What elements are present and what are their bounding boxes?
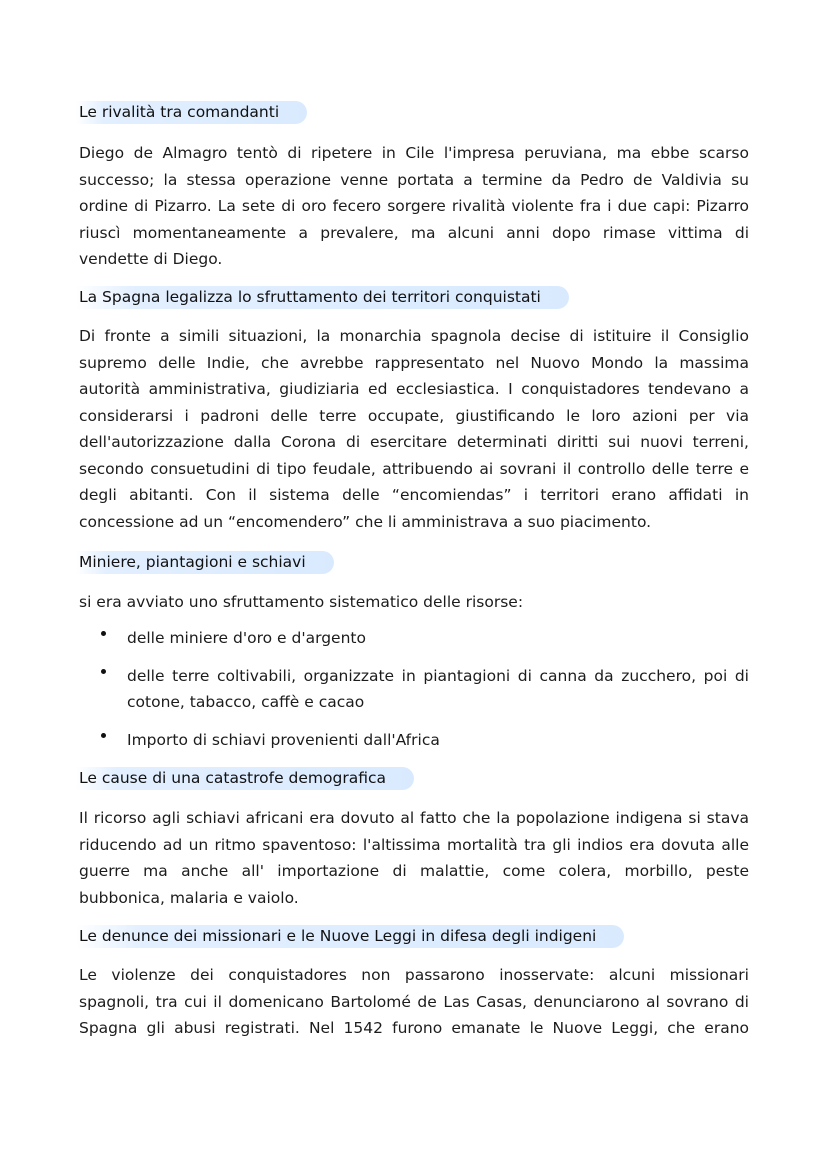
section-intro-miniere — [79, 589, 749, 616]
text-line: Importo di schiavi provenienti dall'Africa — [127, 730, 440, 749]
section-heading-denunce: Le denunce dei missionari e le Nuove Leggi in difesa degli indigeni — [76, 925, 624, 948]
section-heading-rivalita: Le rivalità tra comandanti — [76, 101, 307, 124]
text-line: autorità amministrativa, giudiziaria ed ecclesiastica. I conquistadores tendevano a — [79, 380, 749, 398]
text-line: Diego de Almagro tentò di ripetere in Cile l'impresa peruviana, ma ebbe scarso — [79, 144, 749, 162]
text-line: spagnoli, tra cui il domenicano Bartolomé de Las Casas, denunciarono al sovrano di — [79, 992, 749, 1011]
list-item — [101, 727, 751, 754]
text-line: supremo delle Indie, che avrebbe rappresentato nel Nuovo Mondo la massima — [79, 353, 749, 372]
text-line: Spagna gli abusi registrati. Nel 1542 furono emanate le Nuove Leggi, che erano — [79, 1019, 749, 1037]
section-heading-spagna-legalizza: La Spagna legalizza lo sfruttamento dei territori conquistati — [76, 286, 569, 309]
text-line: bubbonica, malaria e vaiolo. — [79, 888, 299, 907]
text-line: si era avviato uno sfruttamento sistematico delle risorse: — [79, 593, 524, 611]
text-line: riuscì momentaneamente a prevalere, ma alcuni anni dopo rimase vittima di — [79, 223, 749, 242]
text-line: Di fronte a simili situazioni, la monarchia spagnola decise di istituire il Consiglio — [79, 327, 749, 345]
list-item — [101, 663, 751, 716]
text-line: vendette di Diego. — [79, 250, 223, 268]
text-line: guerre ma anche all' importazione di malattie, come colera, morbillo, peste — [79, 862, 749, 880]
text-line: delle miniere d'oro e d'argento — [127, 629, 366, 647]
text-line: cotone, tabacco, caffè e cacao — [127, 693, 365, 711]
text-line: Le violenze dei conquistadores non passarono inosservate: alcuni missionari — [79, 966, 749, 984]
text-line: considerarsi i padroni delle terre occupate, giustificando le loro azioni per via — [79, 406, 749, 425]
section-paragraph-catastrofe — [79, 805, 749, 911]
text-line: riducendo ad un ritmo spaventoso: l'altissima mortalità tra gli indios era dovuta alle — [79, 835, 749, 854]
bullet-icon — [101, 631, 106, 636]
text-line: Il ricorso agli schiavi africani era dovuto al fatto che la popolazione indigena si stava — [79, 809, 749, 827]
section-heading-miniere: Miniere, piantagioni e schiavi — [76, 551, 334, 574]
section-paragraph-spagna-legalizza — [79, 323, 749, 535]
bullet-icon — [101, 669, 106, 674]
text-line: successo; la stessa operazione venne portata a termine da Pedro de Valdivia su — [79, 170, 749, 189]
section-heading-catastrofe: Le cause di una catastrofe demografica — [76, 767, 414, 790]
text-line: dell'autorizzazione dalla Corona di esercitare determinati diritti sui nuovi terreni, — [79, 433, 749, 451]
bullet-icon — [101, 733, 106, 738]
text-line: delle terre coltivabili, organizzate in piantagioni di canna da zucchero, poi di — [127, 666, 749, 685]
list-item — [101, 625, 751, 652]
text-line: secondo consuetudini di tipo feudale, attribuendo ai sovrani il controllo delle terre e — [79, 459, 749, 478]
text-line: concessione ad un “encomendero” che li amministrava a suo piacimento. — [79, 512, 652, 531]
section-paragraph-rivalita — [79, 140, 749, 273]
resources-bullet-list — [101, 625, 751, 753]
text-line: degli abitanti. Con il sistema delle “encomiendas” i territori erano affidati in — [79, 486, 749, 504]
section-paragraph-denunce — [79, 962, 749, 1042]
text-line: ordine di Pizarro. La sete di oro fecero sorgere rivalità violente fra i due capi: Pizarro — [79, 197, 749, 215]
